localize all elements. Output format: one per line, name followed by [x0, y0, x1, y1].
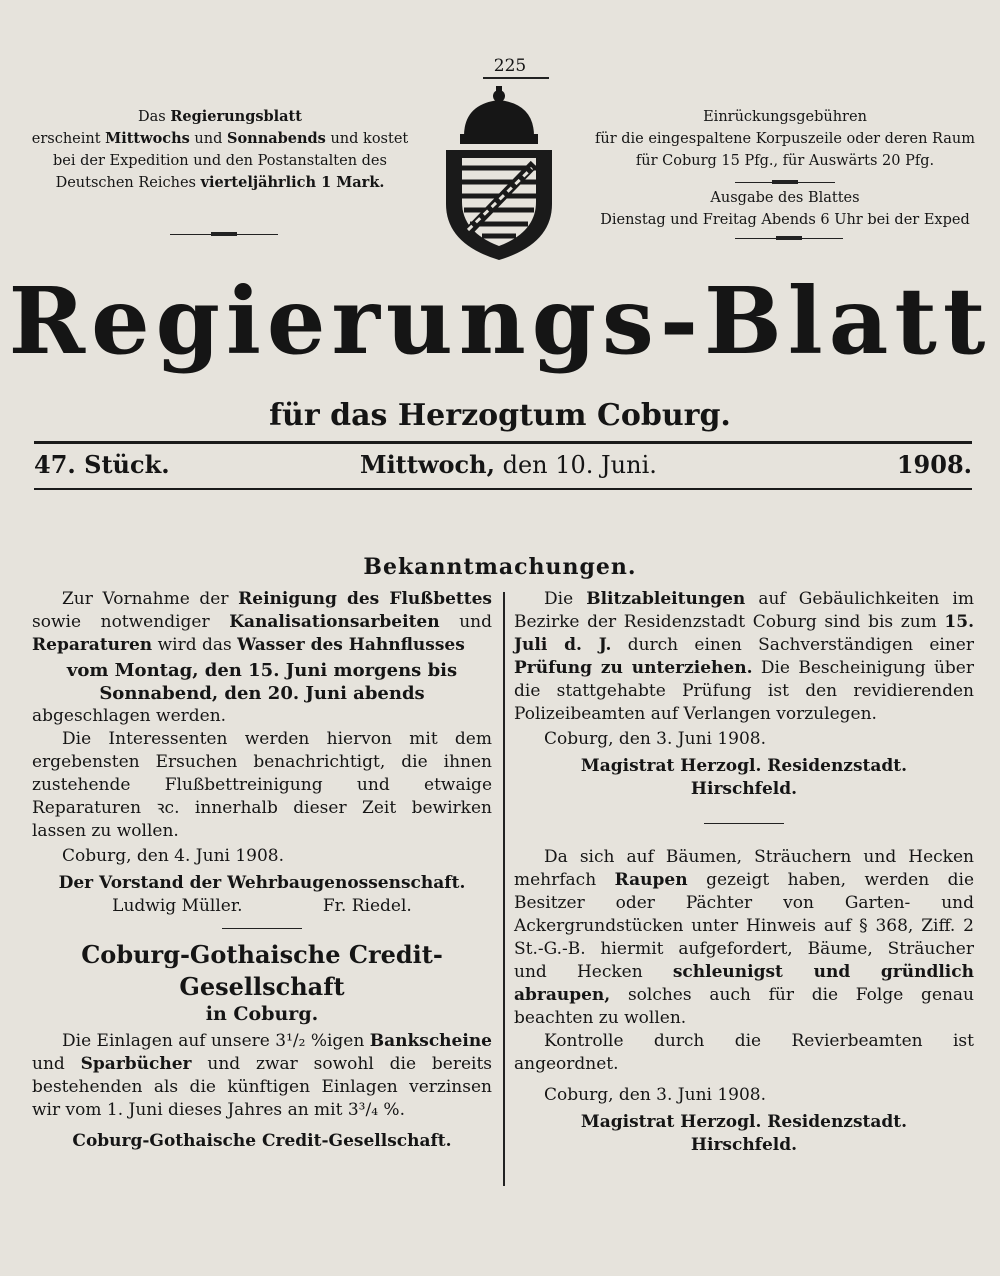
issue-date	[360, 450, 700, 479]
header-left-line3: bei der Expedition und den Postanstalten des	[53, 153, 387, 169]
header-right-ornament-rule	[735, 238, 843, 239]
issue-day: den 10. Juni.	[494, 451, 657, 479]
text: auf Gebäulichkeiten im Bezirke der Residenzstadt Coburg sind bis zum	[514, 589, 974, 632]
header-left-text: Deutschen Reiches	[55, 175, 201, 191]
notice-water-p2: abgeschlagen werden.	[32, 706, 227, 726]
notice-caterpillar-name: Hirschfeld.	[690, 1135, 798, 1155]
notice-water-date: Coburg, den 4. Juni 1908.	[62, 846, 285, 866]
header-left-bold: Sonnabends	[227, 130, 326, 147]
text: Zur Vornahme der	[62, 589, 239, 609]
column-divider	[503, 592, 505, 1186]
header-left-bold: vierteljährlich 1 Mark.	[200, 174, 385, 191]
notice-water-names	[32, 895, 492, 918]
header-advertising-info	[590, 106, 980, 231]
header-right-mid-rule	[735, 182, 835, 183]
bold-text: Reinigung des Flußbettes	[238, 589, 492, 609]
left-column	[32, 588, 492, 1153]
bold-text: Prüfung zu unterziehen.	[514, 658, 753, 678]
notice-water-paragraph	[32, 588, 492, 657]
notice-bank-title: Coburg-Gothaische Credit-Gesellschaft	[81, 940, 443, 1001]
text: sowie notwendiger	[32, 612, 230, 632]
notice-caterpillar-body2: Kontrolle durch die Revierbeamten ist angeordnet.	[514, 1031, 974, 1074]
notice-separator	[222, 928, 302, 929]
notice-lightning-body	[514, 588, 974, 726]
header-left-bold: Mittwochs	[105, 130, 190, 147]
notice-lightning-name: Hirschfeld.	[690, 779, 798, 799]
notice-caterpillar-date: Coburg, den 3. Juni 1908.	[544, 1085, 767, 1105]
bold-text: Reparaturen	[32, 635, 153, 655]
text: und	[439, 612, 492, 632]
text: und	[32, 1054, 81, 1074]
header-subscription-info	[20, 106, 420, 194]
bold-text: schleunigst und gründlich abraupen,	[514, 962, 974, 1005]
bold-text: Raupen	[614, 870, 688, 890]
bold-text: Kanalisationsarbeiten	[229, 612, 440, 632]
header-right-line2: für die eingespaltene Korpuszeile oder deren Raum	[594, 131, 975, 147]
notice-water-highlight-1: vom Montag, den 15. Juni morgens bis	[66, 660, 458, 681]
issue-rule-bottom	[34, 488, 972, 490]
notice-water-highlight-2: Sonnabend, den 20. Juni abends	[99, 683, 425, 704]
signatory-name: Fr. Riedel.	[322, 896, 412, 916]
header-right-line5: Dienstag und Freitag Abends 6 Uhr bei der Exped	[600, 212, 970, 228]
bold-text: 15. Juli d. J.	[514, 612, 974, 655]
issue-number: 47. Stück.	[34, 450, 170, 479]
issue-year: 1908.	[896, 450, 972, 479]
text: Da sich auf Bäumen, Sträuchern und Hecken mehrfach	[514, 847, 974, 890]
notice-water-signature: Der Vorstand der Wehrbaugenossenschaft.	[58, 873, 466, 893]
signatory-name: Ludwig Müller.	[112, 896, 243, 916]
text: Die Bescheinigung über die stattgehabte Prüfung ist den revidierenden Polizeibeamten auf Verlangen vorzulegen.	[514, 658, 974, 724]
section-title: Bekanntmachungen.	[363, 554, 637, 580]
coat-of-arms-icon	[436, 84, 562, 264]
header-left-ornament-rule	[170, 234, 278, 235]
issue-weekday: Mittwoch,	[360, 450, 495, 479]
right-column	[514, 588, 974, 1157]
notice-separator	[704, 823, 784, 824]
bold-text: Sparbücher	[80, 1054, 192, 1074]
masthead-subtitle: für das Herzogtum Coburg.	[269, 398, 731, 433]
text: wird das	[152, 635, 238, 655]
page-number: 225	[493, 56, 527, 76]
bold-text: Wasser des Hahnflusses	[237, 635, 465, 655]
notice-bank-body	[32, 1030, 492, 1122]
text: Die	[544, 589, 587, 609]
notice-bank-subtitle: in Coburg.	[205, 1003, 319, 1025]
bold-text: Bankscheine	[369, 1031, 492, 1051]
text: gezeigt haben, werden die Besitzer oder Pächter von Garten- und Ackergrundstücken unter Hinweis auf § 368, Ziff. 2 St.-G.-B. hiermit aufgefordert, Bäume, Sträucher und Hecken	[514, 870, 974, 982]
issue-rule-top	[34, 441, 972, 444]
notice-lightning-signature: Magistrat Herzogl. Residenzstadt.	[580, 756, 908, 776]
notice-caterpillar-body	[514, 846, 974, 1030]
notice-water-p3: Die Interessenten werden hiervon mit dem ergebensten Ersuchen benachrichtigt, die ihnen zustehende Flußbettreinigung und etwaige Reparaturen ꝛc. innerhalb dieser Zeit bewirken lassen zu wollen.	[32, 729, 492, 841]
header-left-text: erscheint	[31, 131, 106, 147]
header-left-text: und	[189, 131, 228, 147]
masthead-title: Regierungs-Blatt	[8, 267, 992, 375]
bold-text: Blitzableitungen	[586, 589, 746, 609]
text: Die Einlagen auf unsere 3¹/₂ %igen	[62, 1031, 370, 1051]
notice-lightning-date: Coburg, den 3. Juni 1908.	[544, 729, 767, 749]
text: und zwar sowohl die bereits bestehenden als die künftigen Einlagen verzinsen wir vom 1. Juni dieses Jahres an mit 3³/₄ %.	[32, 1054, 492, 1120]
page-number-rule	[483, 77, 549, 79]
header-left-bold: Regierungsblatt	[170, 108, 302, 125]
text: durch einen Sachverständigen einer	[611, 635, 974, 655]
header-right-line4: Ausgabe des Blattes	[710, 190, 860, 206]
header-left-text: Das	[138, 109, 171, 125]
notice-bank-signature: Coburg-Gothaische Credit-Gesellschaft.	[72, 1131, 452, 1151]
header-right-line1: Einrückungsgebühren	[703, 109, 867, 125]
text: solches auch für die Folge genau beachten zu wollen.	[514, 985, 974, 1028]
header-right-line3: für Coburg 15 Pfg., für Auswärts 20 Pfg.	[635, 153, 935, 169]
header-left-text: und kostet	[325, 131, 409, 147]
notice-caterpillar-signature: Magistrat Herzogl. Residenzstadt.	[580, 1112, 908, 1132]
